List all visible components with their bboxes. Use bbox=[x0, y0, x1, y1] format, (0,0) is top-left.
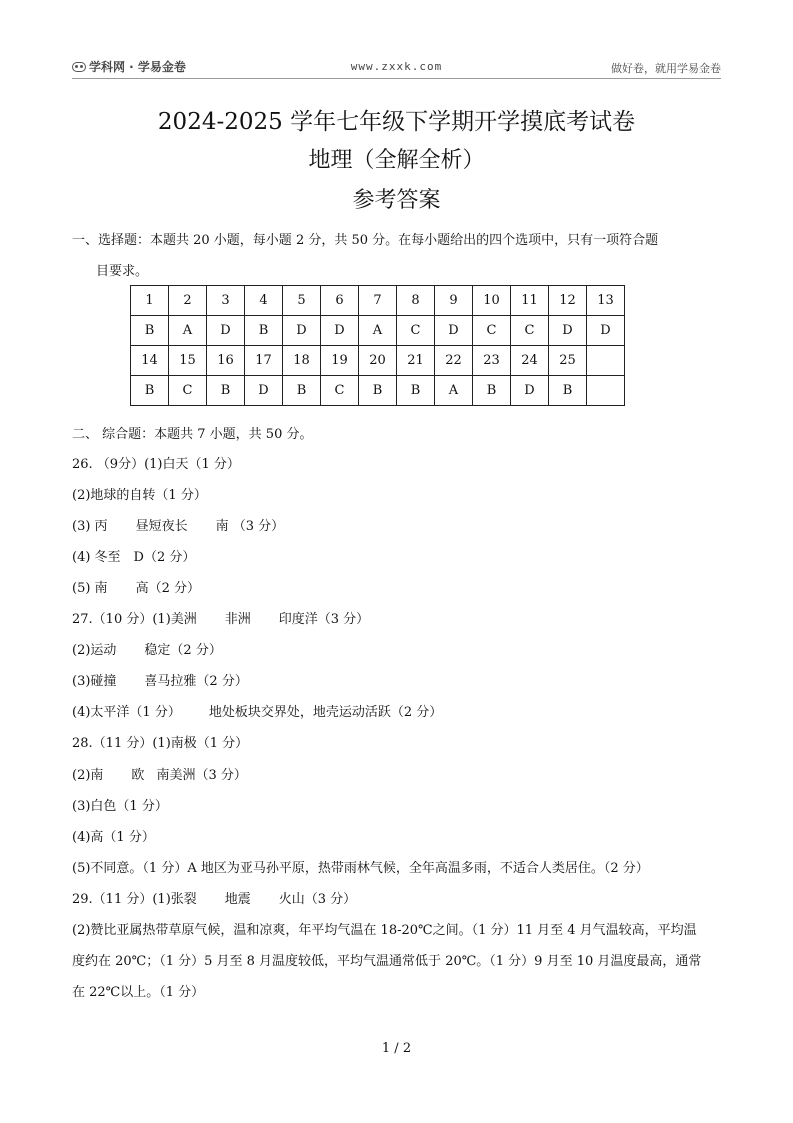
q26-line2: (2)地球的自转（1 分） bbox=[72, 488, 207, 503]
q29-line1 bbox=[72, 888, 356, 907]
q26-line1: 26. （9分）(1)白天（1 分） bbox=[72, 457, 240, 472]
answer-table-cell bbox=[587, 376, 625, 406]
section1-heading: 一、选择题：本题共 20 小题，每小题 2 分，共 50 分。在每小题给出的四个选项中，只有一项符合题 bbox=[72, 233, 659, 248]
answer-table-cell: B bbox=[245, 316, 283, 346]
answer-table-cell: 12 bbox=[549, 286, 587, 316]
q27-line4 bbox=[72, 701, 442, 720]
q27-line4-b: 地处板块交界处，地壳运动活跃（2 分） bbox=[208, 705, 443, 720]
q27-line3-b: 喜马拉雅（2 分） bbox=[144, 674, 248, 689]
answer-table-row bbox=[131, 346, 625, 376]
q28-line2-a: (2)南 bbox=[72, 768, 104, 783]
section2-heading: 二、 综合题：本题共 7 小题，共 50 分。 bbox=[72, 427, 313, 442]
answer-table-cell: 17 bbox=[245, 346, 283, 376]
answer-table-cell: 18 bbox=[283, 346, 321, 376]
answer-table-cell: 1 bbox=[131, 286, 169, 316]
q27-line3 bbox=[72, 670, 248, 689]
q26-line5 bbox=[72, 577, 200, 596]
answer-table-cell: 25 bbox=[549, 346, 587, 376]
answer-table-cell: B bbox=[131, 376, 169, 406]
answer-table-cell: 9 bbox=[435, 286, 473, 316]
answer-table-cell: 16 bbox=[207, 346, 245, 376]
header-slogan: 做好卷，就用学易金卷 bbox=[611, 62, 721, 75]
exam-title: 2024-2025 学年七年级下学期开学摸底考试卷 bbox=[157, 109, 636, 135]
answer-table-cell: 22 bbox=[435, 346, 473, 376]
q28-line5: (5)不同意。（1 分）A 地区为亚马孙平原，热带雨林气候，全年高温多雨，不适合人类居住。（2 分） bbox=[72, 861, 649, 876]
answer-table-cell: D bbox=[587, 316, 625, 346]
answer-table-cell: 11 bbox=[511, 286, 549, 316]
answer-table-cell: 8 bbox=[397, 286, 435, 316]
q26-line5-a: (5) 南 bbox=[72, 581, 108, 596]
q27-line1-c: 印度洋（3 分） bbox=[278, 612, 370, 627]
answer-table-row bbox=[131, 316, 625, 346]
answer-table-cell: 2 bbox=[169, 286, 207, 316]
answer-table-cell: C bbox=[511, 316, 549, 346]
answer-table-cell: D bbox=[435, 316, 473, 346]
page-number: 1 / 2 bbox=[381, 1041, 412, 1056]
q28-line2-b: 欧 bbox=[131, 768, 145, 783]
q28-line1: 28.（11 分）(1)南极（1 分） bbox=[72, 736, 249, 751]
q28-line2-c: 南美洲（3 分） bbox=[156, 768, 247, 783]
section1-heading-cont: 目要求。 bbox=[96, 264, 149, 279]
answer-table-cell: B bbox=[549, 376, 587, 406]
q28-line2 bbox=[72, 764, 247, 783]
q27-line2-a: (2)运动 bbox=[72, 643, 117, 658]
q26-line3-b: 昼短夜长 bbox=[135, 519, 188, 534]
exam-subtitle: 地理（全解全析） bbox=[308, 148, 485, 173]
answer-table-cell bbox=[587, 346, 625, 376]
answer-table-cell: 6 bbox=[321, 286, 359, 316]
q26-line3-a: (3) 丙 bbox=[72, 519, 108, 534]
answer-table bbox=[130, 285, 625, 406]
answer-table-cell: 15 bbox=[169, 346, 207, 376]
q27-line2 bbox=[72, 639, 222, 658]
answer-table-cell: 20 bbox=[359, 346, 397, 376]
q27-line4-a: (4)太平洋（1 分） bbox=[72, 705, 181, 720]
answer-table-cell: D bbox=[207, 316, 245, 346]
answer-key-title: 参考答案 bbox=[352, 188, 441, 213]
q29-line1-c: 火山（3 分） bbox=[278, 892, 357, 907]
answer-table-cell: D bbox=[549, 316, 587, 346]
answer-table-cell: 10 bbox=[473, 286, 511, 316]
answer-table-cell: 21 bbox=[397, 346, 435, 376]
answer-table-cell: B bbox=[397, 376, 435, 406]
answer-table-cell: B bbox=[207, 376, 245, 406]
q28-line3: (3)白色（1 分） bbox=[72, 799, 168, 814]
answer-table-cell: 3 bbox=[207, 286, 245, 316]
answer-table-cell: 14 bbox=[131, 346, 169, 376]
answer-table-cell: 5 bbox=[283, 286, 321, 316]
answer-table-cell: C bbox=[321, 376, 359, 406]
brand-logo-text: 学科网 · 学易金卷 bbox=[89, 60, 186, 74]
answer-table-cell: 19 bbox=[321, 346, 359, 376]
answer-table-cell: D bbox=[283, 316, 321, 346]
answer-table-cell: 23 bbox=[473, 346, 511, 376]
answer-table-cell: 7 bbox=[359, 286, 397, 316]
q26-line5-b: 高（2 分） bbox=[135, 581, 200, 596]
q29-line2: (2)赞比亚属热带草原气候，温和凉爽，年平均气温在 18-20℃之间。（1 分）11 月至 4 月气温较高，平均温 bbox=[72, 923, 697, 938]
answer-table-cell: 24 bbox=[511, 346, 549, 376]
answer-table-cell: C bbox=[473, 316, 511, 346]
answer-table-cell: B bbox=[131, 316, 169, 346]
q26-line3 bbox=[72, 515, 284, 534]
answer-table-cell: B bbox=[283, 376, 321, 406]
page-header bbox=[72, 56, 721, 79]
q29-line1-a: 29.（11 分）(1)张裂 bbox=[72, 892, 197, 907]
q27-line3-a: (3)碰撞 bbox=[72, 674, 117, 689]
answer-table-cell: C bbox=[397, 316, 435, 346]
q29-line4: 在 22℃以上。（1 分） bbox=[72, 985, 205, 1000]
q26-line3-c: 南 （3 分） bbox=[215, 519, 285, 534]
answer-table-cell: 13 bbox=[587, 286, 625, 316]
answer-table-cell: A bbox=[359, 316, 397, 346]
answer-table-cell: D bbox=[511, 376, 549, 406]
answer-table-cell: A bbox=[169, 316, 207, 346]
q28-line4: (4)高（1 分） bbox=[72, 830, 155, 845]
q27-line1 bbox=[72, 608, 369, 627]
answer-table-cell: 4 bbox=[245, 286, 283, 316]
q26-line4: (4) 冬至 D（2 分） bbox=[72, 550, 196, 565]
answer-table-row bbox=[131, 376, 625, 406]
answer-table-cell: D bbox=[245, 376, 283, 406]
answer-table-cell: B bbox=[473, 376, 511, 406]
answer-table-row bbox=[131, 286, 625, 316]
site-url: www.zxxk.com bbox=[350, 60, 443, 73]
answer-table-cell: A bbox=[435, 376, 473, 406]
answer-table-cell: D bbox=[321, 316, 359, 346]
answer-table-cell: C bbox=[169, 376, 207, 406]
answer-table-cell: B bbox=[359, 376, 397, 406]
q27-line1-b: 非洲 bbox=[224, 612, 251, 627]
q29-line1-b: 地震 bbox=[224, 892, 251, 907]
q27-line1-a: 27.（10 分）(1)美洲 bbox=[72, 612, 197, 627]
q29-line3: 度约在 20℃；（1 分）5 月至 8 月温度较低，平均气温通常低于 20℃。（1 分）9 月至 10 月温度最高，通常 bbox=[72, 954, 702, 969]
q27-line2-b: 稳定（2 分） bbox=[144, 643, 222, 658]
